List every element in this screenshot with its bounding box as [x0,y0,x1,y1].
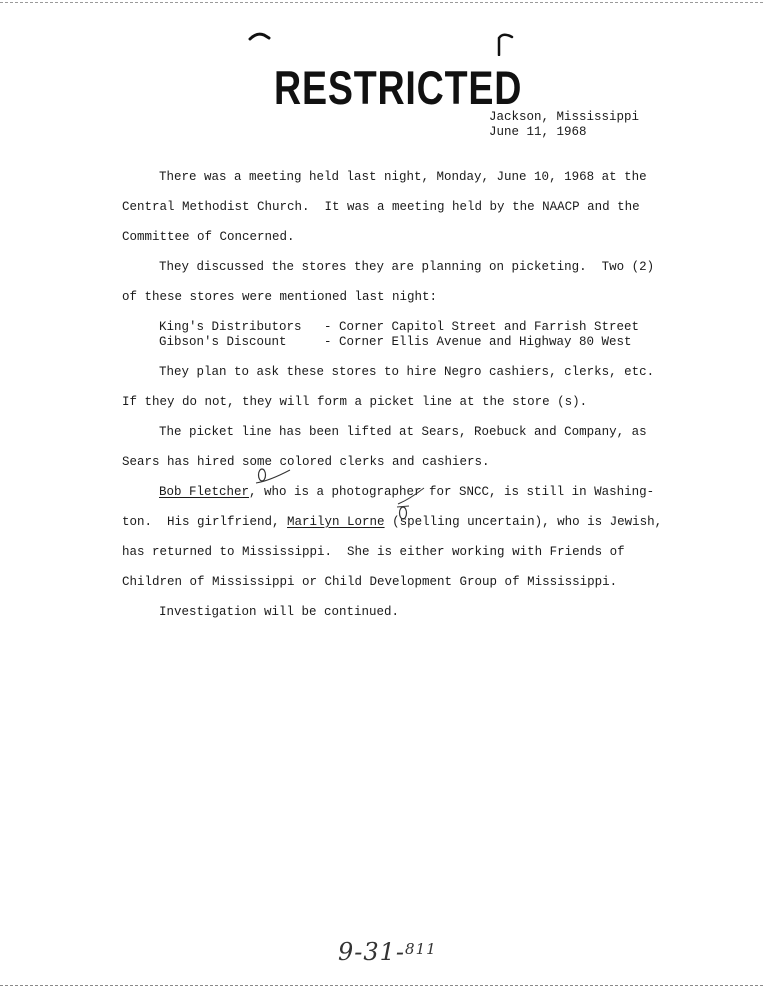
dateline [489,110,639,140]
handwritten-edit-mark-2 [394,482,430,522]
handwritten-edit-mark-1 [254,466,294,486]
dateline-date: June 11, 1968 [489,125,587,139]
underlined-name: Bob Fletcher [159,485,250,499]
paragraph-5-line-1 [122,483,654,501]
paragraph-5-line-2 [122,513,662,531]
handwritten-file-number [338,938,437,966]
paragraph-2-line-1: They discussed the stores they are planning on picketing. Two (2) [159,260,655,274]
restricted-stamp: RESTRICTED [274,61,523,114]
paragraph-6: Investigation will be continued. [159,605,400,619]
store-location: - Corner Ellis Avenue and Highway 80 West [324,335,632,349]
paragraph-1-line-3: Committee of Concerned. [122,230,295,244]
bottom-border [0,985,763,986]
file-number-serial: 811 [405,940,437,958]
paragraph-3-line-1: They plan to ask these stores to hire Negro cashiers, clerks, etc. [159,365,655,379]
stamp-corner-mark-right [494,30,518,56]
paragraph-4-line-1: The picket line has been lifted at Sears, Roebuck and Company, as [159,425,647,439]
underlined-name: Marilyn Lorne [287,515,385,529]
paragraph-5-line-2-text: (spelling uncertain), who is Jewish, [384,515,663,529]
paragraph-1-line-2: Central Methodist Church. It was a meeting held by the NAACP and the [122,200,640,214]
dateline-place: Jackson, Mississippi [489,110,640,124]
paragraph-2-line-2: of these stores were mentioned last night: [122,290,438,304]
store-location: - Corner Capitol Street and Farrish Street [324,320,640,334]
top-border [0,2,763,3]
paragraph-5-line-3: has returned to Mississippi. She is either working with Friends of [122,545,625,559]
paragraph-1-line-1: There was a meeting held last night, Monday, June 10, 1968 at the [159,170,647,184]
paragraph-5-line-4: Children of Mississippi or Child Development Group of Mississippi. [122,575,618,589]
paragraph-5-line-1-text: , who is a photographer for SNCC, is still in Washing- [249,485,655,499]
paragraph-4-line-2: Sears has hired some colored clerks and cashiers. [122,455,490,469]
file-number-main: 9-31- [338,938,406,966]
store-name: Gibson's Discount [159,335,287,349]
stamp-corner-mark-left [248,30,272,42]
store-name: King's Distributors [159,320,302,334]
paragraph-3-line-2: If they do not, they will form a picket line at the store (s). [122,395,588,409]
store-list-item-2 [122,333,632,351]
paragraph-5-line-2-start: ton. His girlfriend, [122,515,288,529]
